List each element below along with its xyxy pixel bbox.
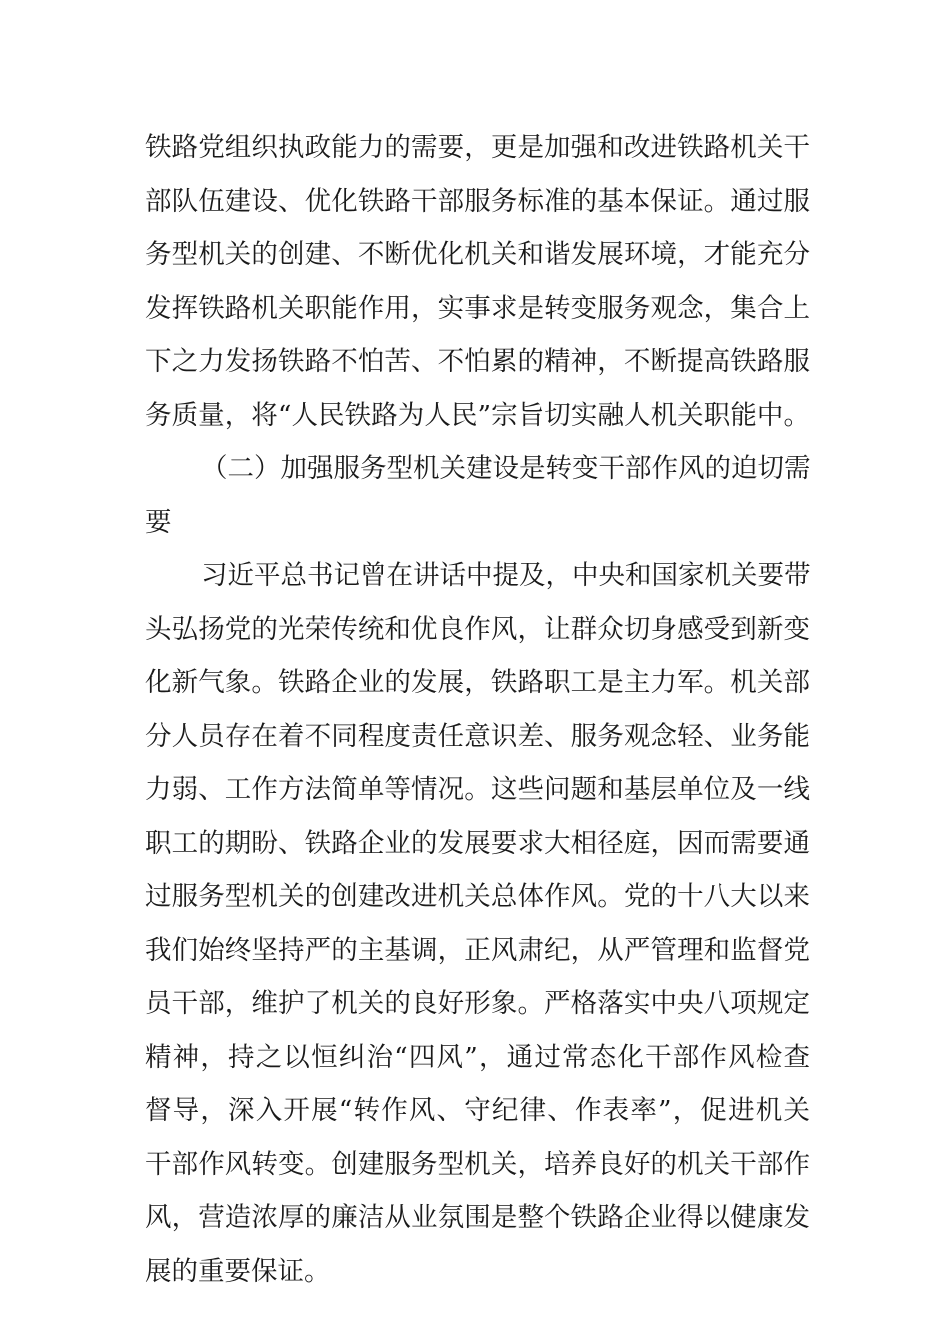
body-text bbox=[145, 121, 810, 1298]
text-line: 员干部，维护了机关的良好形象。严格落实中央八项规定 bbox=[145, 988, 810, 1019]
text-line: 力弱、工作方法简单等情况。这些问题和基层单位及一线 bbox=[145, 774, 810, 805]
heading-line: （二）加强服务型机关建设是转变干部作风的迫切需 bbox=[201, 453, 811, 484]
text-line: 我们始终坚持严的主基调，正风肃纪，从严管理和监督党 bbox=[145, 934, 810, 966]
text-line: 展的重要保证。 bbox=[145, 1255, 331, 1287]
text-line: 化新气象。铁路企业的发展，铁路职工是主力军。机关部 bbox=[145, 667, 810, 698]
text-line: 下之力发扬铁路不怕苦、不怕累的精神，不断提高铁路服 bbox=[145, 346, 810, 377]
text-line: 过服务型机关的创建改进机关总体作风。党的十八大以来 bbox=[145, 881, 810, 912]
text-line: 职工的期盼、铁路企业的发展要求大相径庭，因而需要通 bbox=[145, 827, 810, 859]
text-line: 精神，持之以恒纠治“四风”，通过常态化干部作风检查 bbox=[145, 1041, 810, 1073]
text-line: 习近平总书记曾在讲话中提及，中央和国家机关要带 bbox=[201, 560, 811, 591]
section-heading bbox=[145, 442, 810, 549]
text-line: 风，营造浓厚的廉洁从业氛围是整个铁路企业得以健康发 bbox=[145, 1202, 810, 1233]
text-line: 分人员存在着不同程度责任意识差、服务观念轻、业务能 bbox=[145, 720, 810, 752]
paragraph bbox=[145, 549, 810, 1298]
heading-line: 要 bbox=[145, 506, 172, 538]
text-line: 干部作风转变。创建服务型机关，培养良好的机关干部作 bbox=[145, 1148, 810, 1180]
text-line: 务质量，将“人民铁路为人民”宗旨切实融人机关职能中。 bbox=[145, 399, 810, 431]
text-line: 务型机关的创建、不断优化机关和谐发展环境，才能充分 bbox=[145, 239, 810, 270]
text-line: 铁路党组织执政能力的需要，更是加强和改进铁路机关干 bbox=[145, 132, 810, 163]
text-line: 部队伍建设、优化铁路干部服务标准的基本保证。通过服 bbox=[145, 185, 810, 217]
text-line: 头弘扬党的光荣传统和优良作风，让群众切身感受到新变 bbox=[145, 613, 810, 645]
paragraph-continuation bbox=[145, 121, 810, 442]
text-line: 督导，深入开展“转作风、守纪律、作表率”，促进机关 bbox=[145, 1095, 810, 1126]
text-line: 发挥铁路机关职能作用，实事求是转变服务观念，集合上 bbox=[145, 292, 810, 324]
